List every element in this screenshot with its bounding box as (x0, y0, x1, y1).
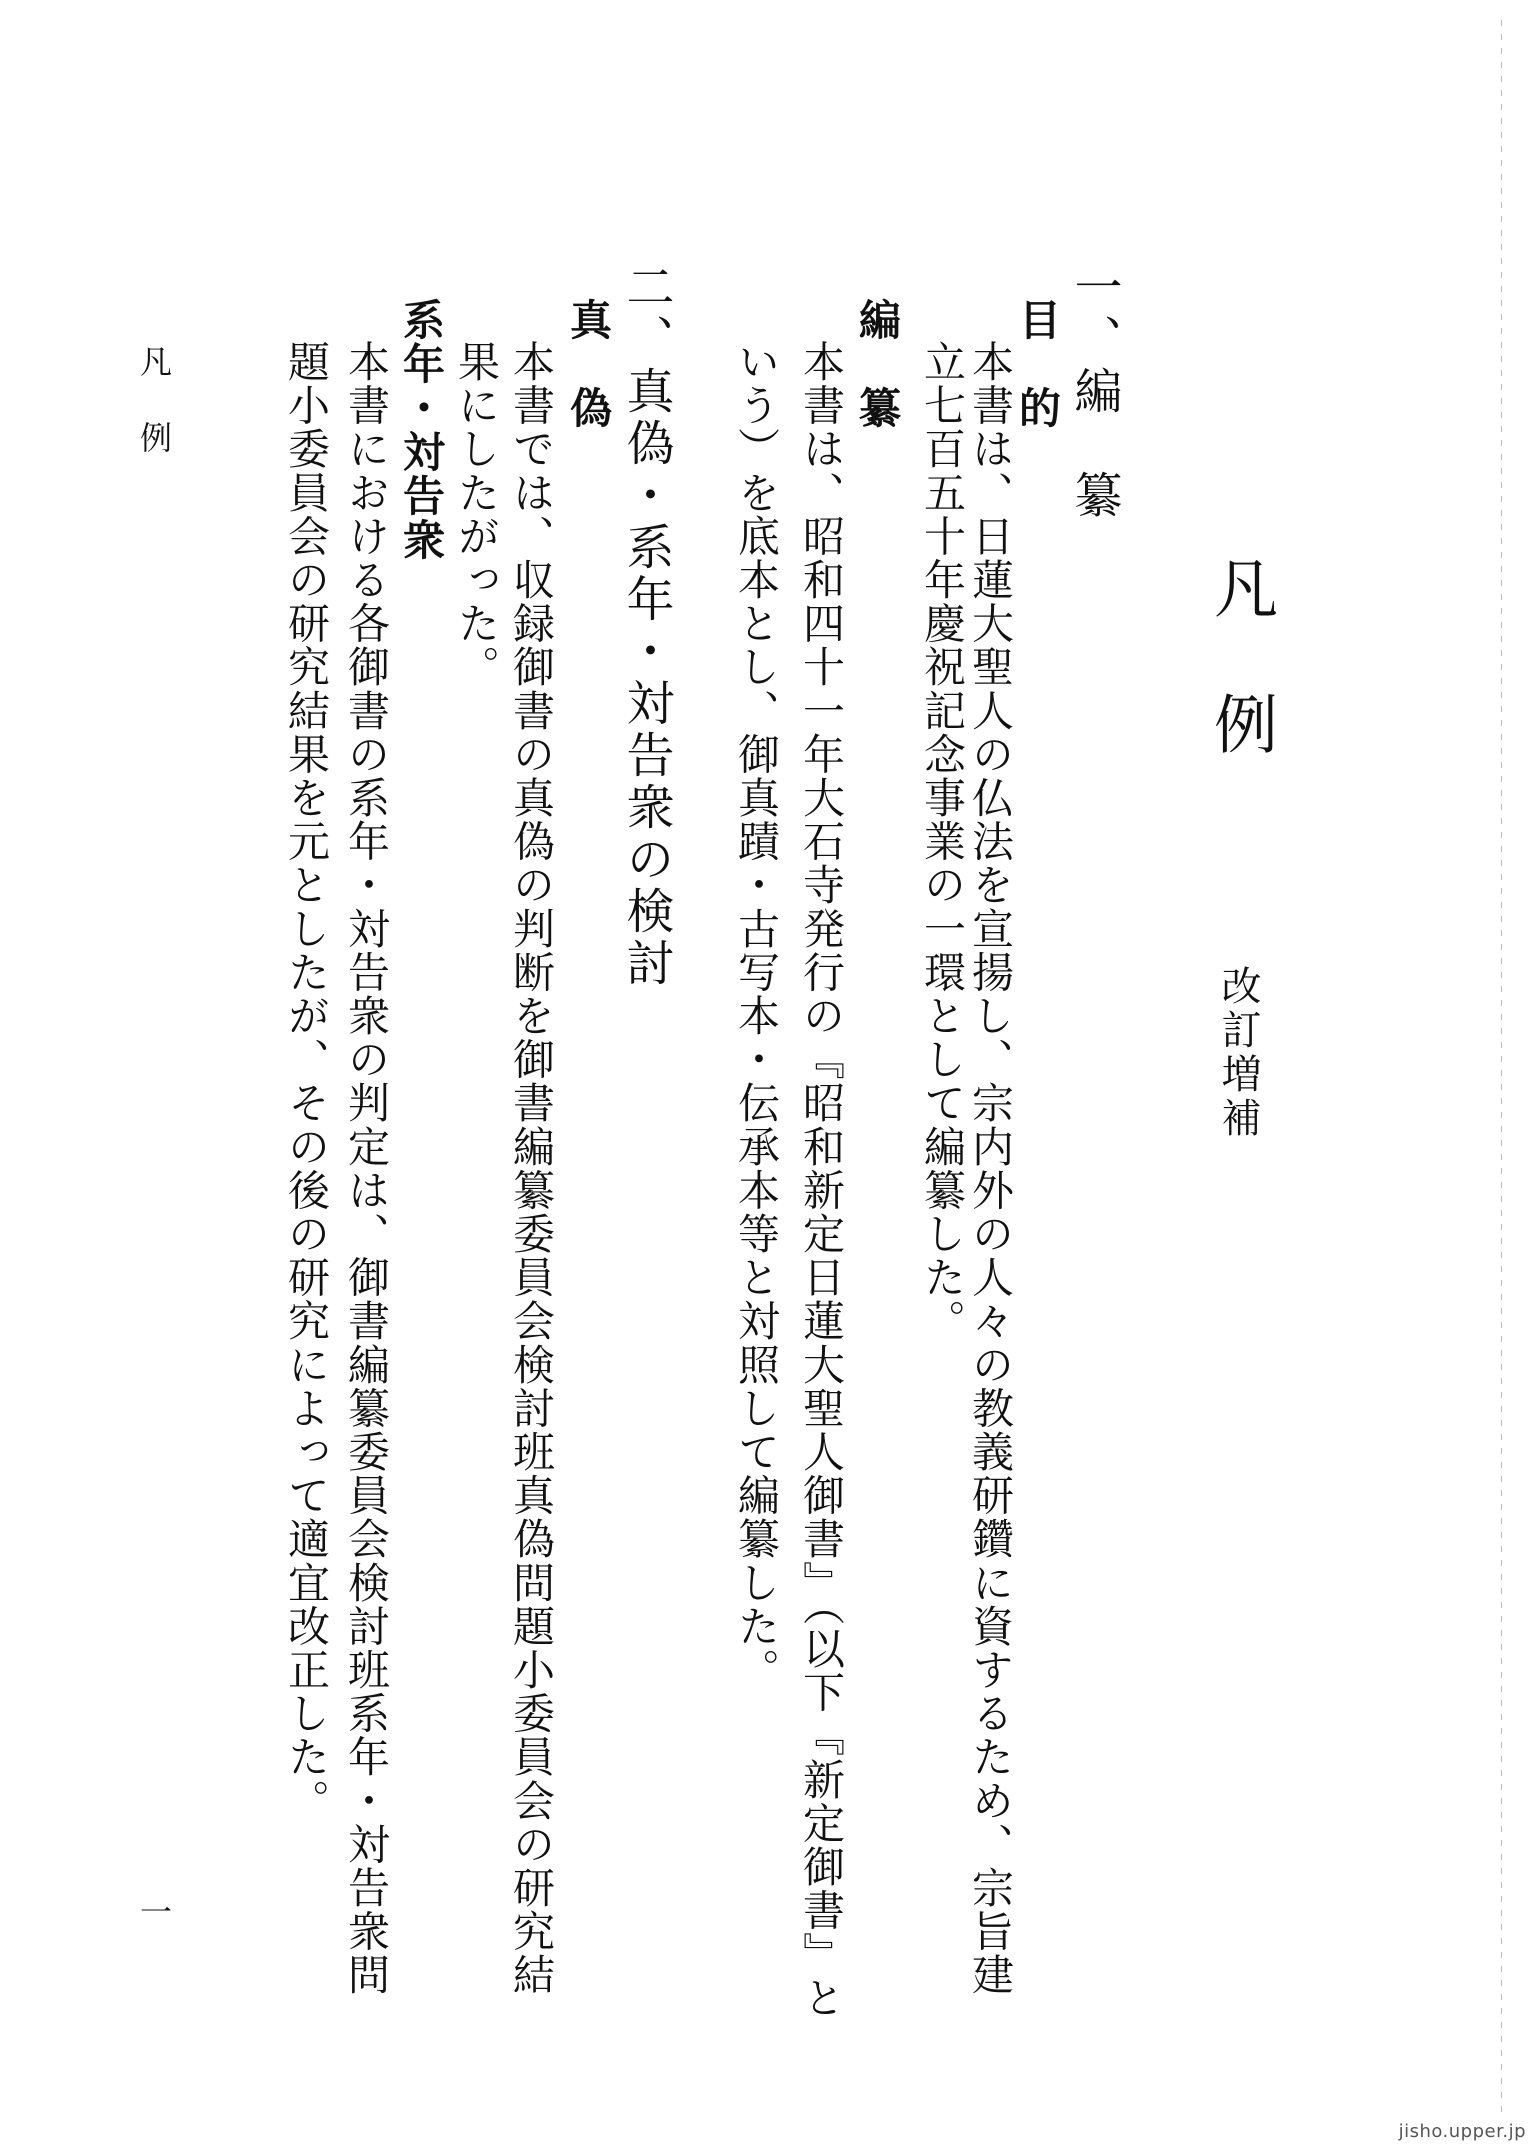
section2-subheading-authenticity: 真 偽 (564, 298, 613, 430)
page-subtitle: 改訂増補 (1215, 965, 1261, 1141)
section2-authenticity-line-2: 果にしたがった。 (452, 340, 501, 689)
footer-label: 凡例 (135, 345, 173, 497)
section1-purpose-line-2: 立七百五十年慶祝記念事業の一環として編纂した。 (918, 340, 967, 1343)
watermark: jisho.upper.jp (1398, 2121, 1526, 2142)
section1-subheading-purpose: 目 的 (1013, 298, 1062, 430)
section2-chronology-line-2: 題小委員会の研究結果を元としたが、その後の研究によって適宜改正した。 (282, 340, 331, 1823)
section2-authenticity-line-1: 本書では、収録御書の真偽の判断を御書編纂委員会検討班真偽問題小委員会の研究結 (507, 340, 556, 1997)
section1-subheading-compilation: 編 纂 (853, 298, 902, 430)
page-number: 一 (135, 1895, 173, 1927)
section1-compilation-line-2: いう）を底本とし、御真蹟・古写本・伝承本等と対照して編纂した。 (732, 340, 781, 1692)
section1-heading: 一、編 纂 (1066, 262, 1122, 522)
scan-edge-line (1501, 20, 1502, 2120)
section2-subheading-chronology: 系年・対告衆 (397, 298, 446, 562)
section2-chronology-line-1: 本書における各御書の系年・対告衆の判定は、御書編纂委員会検討班系年・対告衆問 (342, 340, 391, 1997)
section2-heading: 二、真偽・系年・対告衆の検討 (618, 262, 674, 990)
section1-purpose-line-1: 本書は、日蓮大聖人の仏法を宣揚し、宗内外の人々の教義研鑽に資するため、宗旨建 (966, 340, 1015, 1997)
page-title: 凡例 (1203, 555, 1277, 827)
section1-compilation-line-1: 本書は、昭和四十一年大石寺発行の『昭和新定日蓮大聖人御書』（以下『新定御書』と (797, 340, 846, 2020)
